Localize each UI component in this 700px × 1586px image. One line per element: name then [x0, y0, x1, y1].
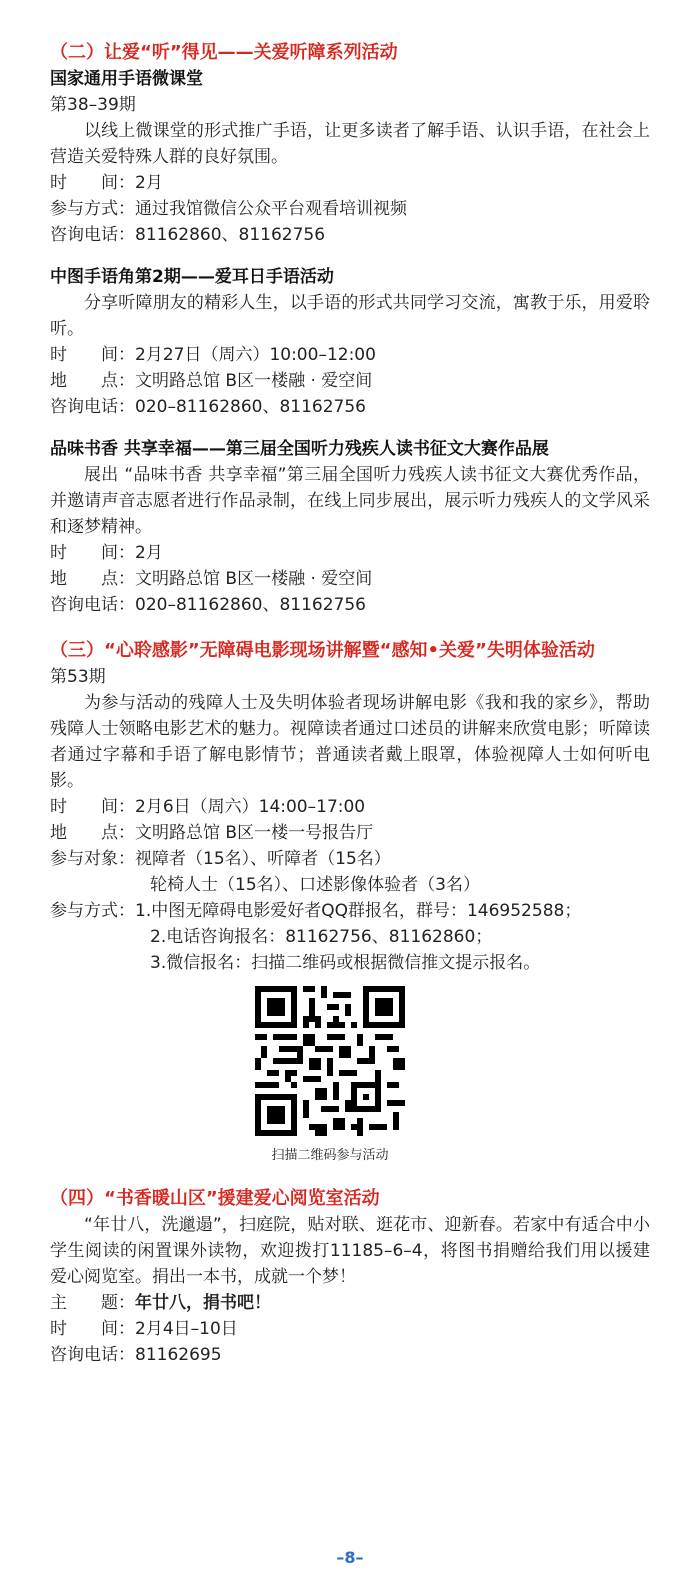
section2-heading: （二）让爱“听”得见——关爱听障系列活动: [50, 42, 398, 63]
page-number: –8–: [336, 1548, 364, 1567]
section3-method-1: 参与方式：1.中图无障碍电影爱好者QQ群报名，群号：146952588；: [50, 901, 582, 921]
item2-desc: 分享听障朋友的精彩人生，以手语的形式共同学习交流，寓教于乐，用爱聆听。: [50, 293, 650, 339]
section4-time: 时 间：2月4日–10日: [50, 1319, 238, 1339]
item2-phone: 咨询电话：020–81162860、81162756: [50, 397, 367, 417]
qr-code[interactable]: [255, 986, 405, 1136]
section3-time: 时 间：2月6日（周六）14:00–17:00: [50, 797, 366, 817]
item1-issue: 第38–39期: [50, 95, 136, 115]
theme-label: 主 题：: [50, 1293, 135, 1313]
qr-caption: 扫描二维码参与活动: [271, 1148, 389, 1163]
document-page: [50, 40, 650, 1368]
section4-heading: （四）“书香暖山区”援建爱心阅览室活动: [50, 1188, 380, 1209]
section3-place: 地 点：文明路总馆 B区一楼一号报告厅: [50, 823, 374, 843]
item3-place: 地 点：文明路总馆 B区一楼融 · 爱空间: [50, 569, 373, 589]
item1-title: 国家通用手语微课堂: [50, 69, 203, 89]
item1-desc: 以线上微课堂的形式推广手语，让更多读者了解手语、认识手语，在社会上营造关爱特殊人群的良好氛围。: [50, 121, 650, 167]
qr-block: [10, 986, 650, 1166]
item2-time: 时 间：2月27日（周六）10:00–12:00: [50, 345, 376, 365]
section3-target-1: 参与对象：视障者（15名）、听障者（15名）: [50, 849, 391, 869]
section4-phone: 咨询电话：81162695: [50, 1345, 222, 1365]
item3-title: 品味书香 共享幸福——第三届全国听力残疾人读书征文大赛作品展: [50, 439, 549, 459]
item2-place: 地 点：文明路总馆 B区一楼融 · 爱空间: [50, 371, 373, 391]
item1-method: 参与方式：通过我馆微信公众平台观看培训视频: [50, 199, 407, 219]
section3-issue: 第53期: [50, 667, 106, 687]
item1-phone: 咨询电话：81162860、81162756: [50, 225, 326, 245]
section4-theme: [50, 1290, 650, 1316]
section3-target-2: 轮椅人士（15名）、口述影像体验者（3名）: [150, 875, 480, 895]
item3-time: 时 间：2月: [50, 543, 163, 563]
section3-heading: （三）“心聆感影”无障碍电影现场讲解暨“感知•关爱”失明体验活动: [50, 640, 595, 661]
section4-desc: “年廿八，洗邋遢”，扫庭院，贴对联、逛花市、迎新春。若家中有适合中小学生阅读的闲置课外读物，欢迎拨打11185–6–4，将图书捐赠给我们用以援建爱心阅览室。捐出一本书，成就一个梦！: [50, 1215, 650, 1287]
item3-desc: 展出 “品味书香 共享幸福”第三届全国听力残疾人读书征文大赛优秀作品，并邀请声音志愿者进行作品录制，在线上同步展出，展示听力残疾人的文学风采和逐梦精神。: [50, 465, 650, 537]
section3-method-2: 2.电话咨询报名：81162756、81162860；: [150, 927, 493, 947]
section3-desc: 为参与活动的残障人士及失明体验者现场讲解电影《我和我的家乡》，帮助残障人士领略电影艺术的魅力。视障读者通过口述员的讲解来欣赏电影；听障读者通过字幕和手语了解电影情节；普通读者戴上眼罩，体验视障人士如何听电影。: [50, 693, 650, 791]
item2-title: 中图手语角第2期——爱耳日手语活动: [50, 267, 334, 287]
item1-time: 时 间：2月: [50, 173, 163, 193]
section3-method-3: 3.微信报名：扫描二维码或根据微信推文提示报名。: [150, 953, 541, 973]
item3-phone: 咨询电话：020–81162860、81162756: [50, 595, 367, 615]
theme-value: 年廿八，捐书吧！: [135, 1293, 271, 1313]
